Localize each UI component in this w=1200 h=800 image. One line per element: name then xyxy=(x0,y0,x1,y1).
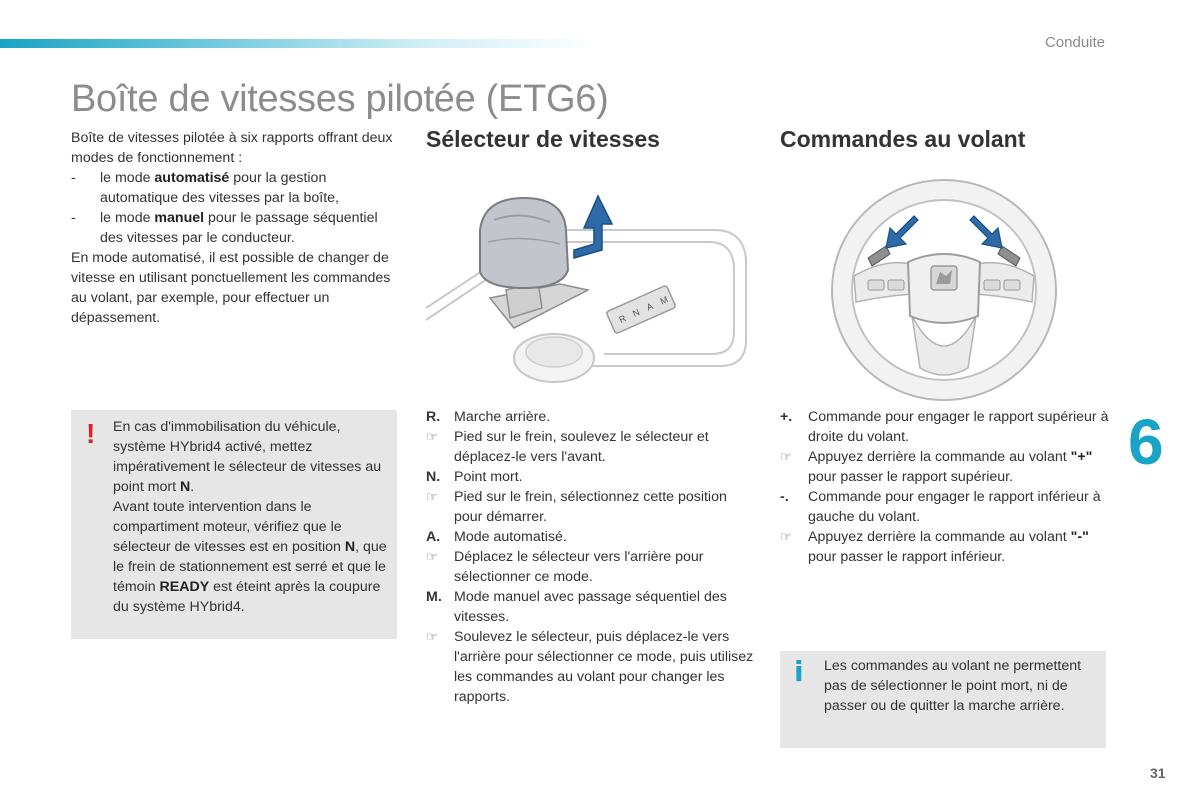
legend-key: M. xyxy=(426,589,442,605)
legend-bold: "+" xyxy=(1070,449,1093,465)
legend-row xyxy=(426,527,756,547)
legend-key: N. xyxy=(426,469,441,485)
legend-text: Déplacez le sélecteur vers l'arrière pour sélectionner ce mode. xyxy=(454,549,704,585)
warning-span: Avant toute intervention dans le compartiment moteur, vérifiez que le sélecteur de vitesses est en position xyxy=(113,499,345,555)
warning-span: , que le frein de stationnement est serré et que le témoin xyxy=(113,539,387,595)
legend-text: Appuyez derrière la commande au volant xyxy=(808,529,1071,545)
legend-key: +. xyxy=(780,409,793,425)
warning-paragraph xyxy=(113,497,391,617)
legend-text: Mode manuel avec passage séquentiel des vitesses. xyxy=(454,589,727,625)
legend-text: Marche arrière. xyxy=(454,409,551,425)
pointing-hand-icon: ☞ xyxy=(426,629,438,644)
list-text: le mode xyxy=(100,210,155,226)
list-bold: manuel xyxy=(154,210,205,226)
gate-label: R xyxy=(617,313,628,325)
list-item xyxy=(71,168,401,208)
legend-row xyxy=(780,487,1110,527)
wheel-controls-legend xyxy=(780,407,1110,567)
list-text: pour le passage séquentiel des vitesses par le conducteur. xyxy=(100,210,378,246)
legend-text: Pied sur le frein, sélectionnez cette position pour démarrer. xyxy=(454,489,727,525)
gate-label: N xyxy=(631,306,642,319)
info-text: Les commandes au volant ne permettent pas de sélectionner le point mort, ni de passer ou de quitter la marche arrière. xyxy=(824,658,1082,714)
legend-text: pour passer le rapport inférieur. xyxy=(808,549,1006,565)
list-text: le mode xyxy=(100,170,155,186)
gear-selector-legend xyxy=(426,407,756,707)
gear-selector-heading: Sélecteur de vitesses xyxy=(426,126,660,152)
warning-bold: N xyxy=(180,479,191,495)
legend-text: Commande pour engager le rapport supérieur à droite du volant. xyxy=(808,409,1109,445)
pointing-hand-icon: ☞ xyxy=(780,449,792,464)
wheel-controls-heading: Commandes au volant xyxy=(780,126,1026,152)
gate-label: M xyxy=(658,294,670,307)
intro-paragraph: Boîte de vitesses pilotée à six rapports offrant deux modes de fonctionnement : xyxy=(71,130,393,166)
list-dash: - xyxy=(71,210,76,226)
legend-row xyxy=(426,547,756,587)
legend-row xyxy=(780,527,1110,567)
warning-bold: N xyxy=(344,539,356,555)
legend-text: Mode automatisé. xyxy=(454,529,567,545)
info-box xyxy=(780,651,1106,748)
gate-label: A xyxy=(644,300,655,313)
warning-icon: ! xyxy=(86,418,96,449)
legend-text: Appuyez derrière la commande au volant xyxy=(808,449,1071,465)
list-dash: - xyxy=(71,170,76,186)
warning-paragraph xyxy=(113,417,391,497)
steering-wheel-illustration xyxy=(828,176,1060,404)
page-title: Boîte de vitesses pilotée (ETG6) xyxy=(71,78,609,120)
chapter-number: 6 xyxy=(1128,406,1164,478)
legend-key: A. xyxy=(426,529,441,545)
legend-text: Soulevez le sélecteur, puis déplacez-le vers l'arrière pour sélectionner ce mode, puis utilisez les commandes au volant pour changer les rapports. xyxy=(454,629,754,705)
pointing-hand-icon: ☞ xyxy=(780,529,792,544)
warning-text xyxy=(113,417,391,617)
header-accent-bar xyxy=(0,39,600,48)
warning-box xyxy=(71,410,397,639)
warning-span: est éteint après la coupure du système HYbrid4. xyxy=(113,579,381,615)
legend-row xyxy=(780,407,1110,447)
page-number: 31 xyxy=(1150,765,1166,781)
legend-row xyxy=(426,487,756,527)
legend-key: -. xyxy=(780,489,789,505)
warning-span: En cas d'immobilisation du véhicule, système HYbrid4 activé, mettez impérativement le sélecteur de vitesses au point mort xyxy=(113,419,382,495)
list-text: pour la gestion automatique des vitesses par la boîte, xyxy=(100,170,339,206)
legend-text: Pied sur le frein, soulevez le sélecteur et déplacez-le vers l'avant. xyxy=(454,429,709,465)
legend-row xyxy=(426,627,756,707)
legend-text: Commande pour engager le rapport inférieur à gauche du volant. xyxy=(808,489,1101,525)
intro-text xyxy=(71,128,401,328)
pointing-hand-icon: ☞ xyxy=(426,489,438,504)
legend-row xyxy=(426,467,756,487)
pointing-hand-icon: ☞ xyxy=(426,549,438,564)
section-name: Conduite xyxy=(1044,34,1105,51)
legend-row xyxy=(426,587,756,627)
legend-text: Point mort. xyxy=(454,469,523,485)
list-bold: automatisé xyxy=(154,170,230,186)
list-item xyxy=(71,208,401,248)
warning-bold: READY xyxy=(159,579,210,595)
legend-row xyxy=(426,427,756,467)
legend-text: pour passer le rapport supérieur. xyxy=(808,469,1014,485)
legend-row xyxy=(780,447,1110,487)
pointing-hand-icon: ☞ xyxy=(426,429,438,444)
legend-bold: "-" xyxy=(1070,529,1089,545)
mode-list xyxy=(71,168,401,248)
legend-row xyxy=(426,407,756,427)
warning-span: . xyxy=(190,479,195,495)
legend-key: R. xyxy=(426,409,441,425)
gear-selector-illustration xyxy=(424,180,754,402)
intro-paragraph: En mode automatisé, il est possible de changer de vitesse en utilisant ponctuellement les commandes au volant, par exemple, pour effectuer un dépassement. xyxy=(71,250,391,326)
info-icon: i xyxy=(794,655,804,688)
